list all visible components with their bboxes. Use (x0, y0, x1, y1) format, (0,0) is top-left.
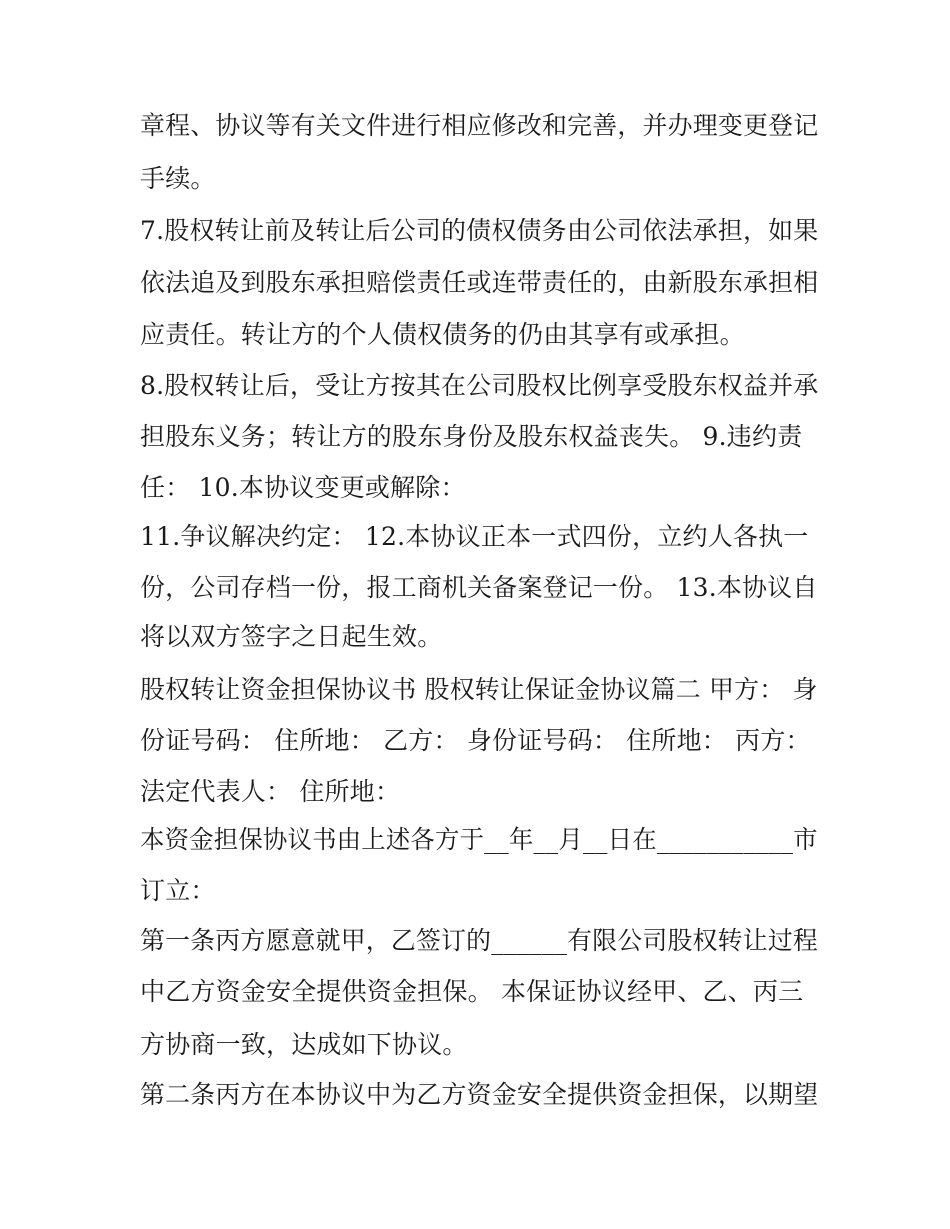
text-line: 7.股权转让前及转让后公司的债权债务由公司依法承担，如果 (140, 216, 819, 245)
text-line: 份证号码： 住所地： 乙方： 身份证号码： 住所地： 丙方： (140, 726, 811, 755)
text-line: 中乙方资金安全提供资金担保。 本保证协议经甲、乙、丙三 (140, 977, 804, 1006)
text-line: 法定代表人： 住所地： (140, 777, 401, 806)
text-line: 应责任。转让方的个人债权债务的仍由其享有或承担。 (140, 320, 745, 349)
text-line: 将以双方签字之日起生效。 (140, 622, 443, 651)
text-line: 本资金担保协议书由上述各方于__年__月__日在___________市 (140, 825, 818, 854)
text-line: 手续。 (140, 164, 216, 193)
text-line: 股权转让资金担保协议书 股权转让保证金协议篇二 甲方： 身 (140, 675, 818, 704)
text-line: 11.争议解决约定： 12.本协议正本一式四份，立约人各执一 (140, 522, 809, 551)
text-line: 方协商一致，达成如下协议。 (140, 1030, 468, 1059)
text-line: 担股东义务；转让方的股东身份及股东权益丧失。 9.违约责 (140, 422, 803, 451)
text-line: 第二条丙方在本协议中为乙方资金安全提供资金担保，以期望 (140, 1080, 819, 1109)
text-line: 章程、协议等有关文件进行相应修改和完善，并办理变更登记 (140, 111, 819, 140)
text-line: 份，公司存档一份，报工商机关备案登记一份。 13.本协议自 (140, 573, 818, 602)
text-line: 依法追及到股东承担赔偿责任或连带责任的，由新股东承担相 (140, 268, 819, 297)
text-line: 8.股权转让后，受让方按其在公司股权比例享受股东权益并承 (140, 371, 819, 400)
text-line: 订立： (140, 876, 216, 905)
text-line: 第一条丙方愿意就甲，乙签订的______有限公司股权转让过程 (140, 926, 819, 955)
text-line: 任： 10.本协议变更或解除： (140, 473, 466, 502)
